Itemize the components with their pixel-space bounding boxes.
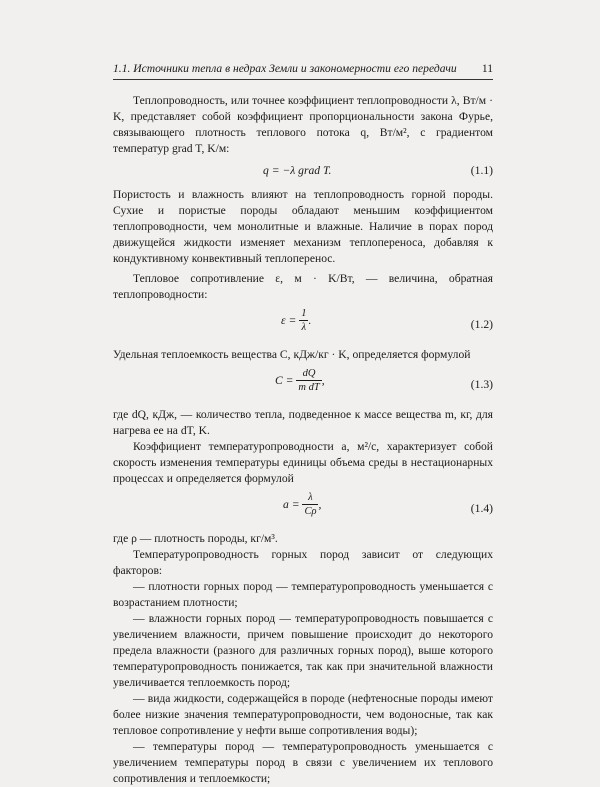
header-rule: [113, 79, 493, 80]
list-item: — плотности горных пород — температуропроводность уменьшается с возрастанием плотности;: [113, 580, 493, 609]
paragraph-thermal-conductivity: Теплопроводность, или точнее коэффициент теплопроводности λ, Вт/м · K, представляет собой коэффициент пропорциональности закона Фурье, связывающего плотность теплового потока q, Вт/м², с градиентом температур grad T, K/м:: [113, 94, 493, 155]
paragraph-thermal-resistance: Тепловое сопротивление ε, м · K/Вт, — величина, обратная теплопроводности:: [113, 272, 493, 301]
equation-1-4: [113, 491, 493, 527]
fraction-numerator: λ: [302, 491, 318, 505]
equation-lhs: a =: [283, 497, 300, 511]
equation-number: (1.2): [470, 318, 493, 331]
fraction-denominator: m dT: [298, 382, 320, 393]
paragraph-density-definition: где ρ — плотность породы, кг/м³.: [113, 532, 278, 545]
list-item: — влажности горных пород — температуропроводность повышается с увеличением влажности, причем повышение происходит до некоторого предела влажности (разного для различных горных пород), выше которого температуропроводность понижается, так как при значительной влажности увеличивается теплоемкость пород;: [113, 612, 493, 689]
equation-tail: ,: [318, 497, 322, 511]
paragraph-porosity: Пористость и влажность влияют на теплопроводность горной породы. Сухие и пористые породы обладают меньшим коэффициентом теплопроводности, чем монолитные и влажные. Наличие в порах пород движущейся жидкости изменяет механизм теплопереноса, добавляя к кондуктивному конвективный теплоперенос.: [113, 188, 493, 265]
list-item: — температуры пород — температуропроводность уменьшается с увеличением температуры пород в связи с увеличением их теплового сопротивления и теплоемкости;: [113, 740, 493, 785]
fraction: [302, 491, 318, 518]
fraction: [299, 307, 308, 334]
fraction: [296, 367, 321, 394]
paragraph-factors-intro: Температуропроводность горных пород зависит от следующих факторов:: [113, 548, 493, 577]
running-header: [113, 62, 493, 75]
paragraph-dq-definition: где dQ, кДж, — количество тепла, подведенное к массе вещества m, кг, для нагрева ее на dT, K.: [113, 408, 493, 437]
equation-number: (1.1): [470, 164, 493, 177]
page-body: [113, 93, 493, 787]
equation-tail: .: [308, 313, 312, 327]
paragraph-thermal-diffusivity: Коэффициент температуропроводности a, м²/с, характеризует собой скорость изменения температуры единицы объема среды в нестационарных процессах и определяется формулой: [113, 440, 493, 485]
equation-lhs: C =: [275, 373, 294, 387]
fraction-numerator: 1: [301, 308, 307, 319]
header-title: 1.1. Источники тепла в недрах Земли и закономерности его передачи: [113, 62, 457, 75]
list-item: — вида жидкости, содержащейся в породе (нефтеносные породы имеют более низкие значения температуропроводности, чем водоносные, так как тепловое сопротивление у нефти выше сопротивления воды);: [113, 692, 493, 737]
page-number: 11: [481, 62, 493, 75]
equation-number: (1.3): [470, 378, 493, 391]
fraction-numerator: dQ: [296, 367, 321, 381]
paragraph-specific-heat: Удельная теплоемкость вещества C, кДж/кг · K, определяется формулой: [113, 348, 471, 361]
equation-formula: q = −λ grad T.: [263, 164, 332, 177]
equation-tail: ,: [321, 373, 325, 387]
fraction-denominator: λ: [301, 322, 307, 333]
equation-number: (1.4): [470, 502, 493, 515]
equation-1-2: [113, 307, 493, 343]
equation-1-1: [113, 161, 493, 183]
equation-1-3: [113, 367, 493, 403]
fraction-denominator: Cρ: [304, 506, 317, 517]
equation-lhs: ε =: [281, 313, 297, 327]
